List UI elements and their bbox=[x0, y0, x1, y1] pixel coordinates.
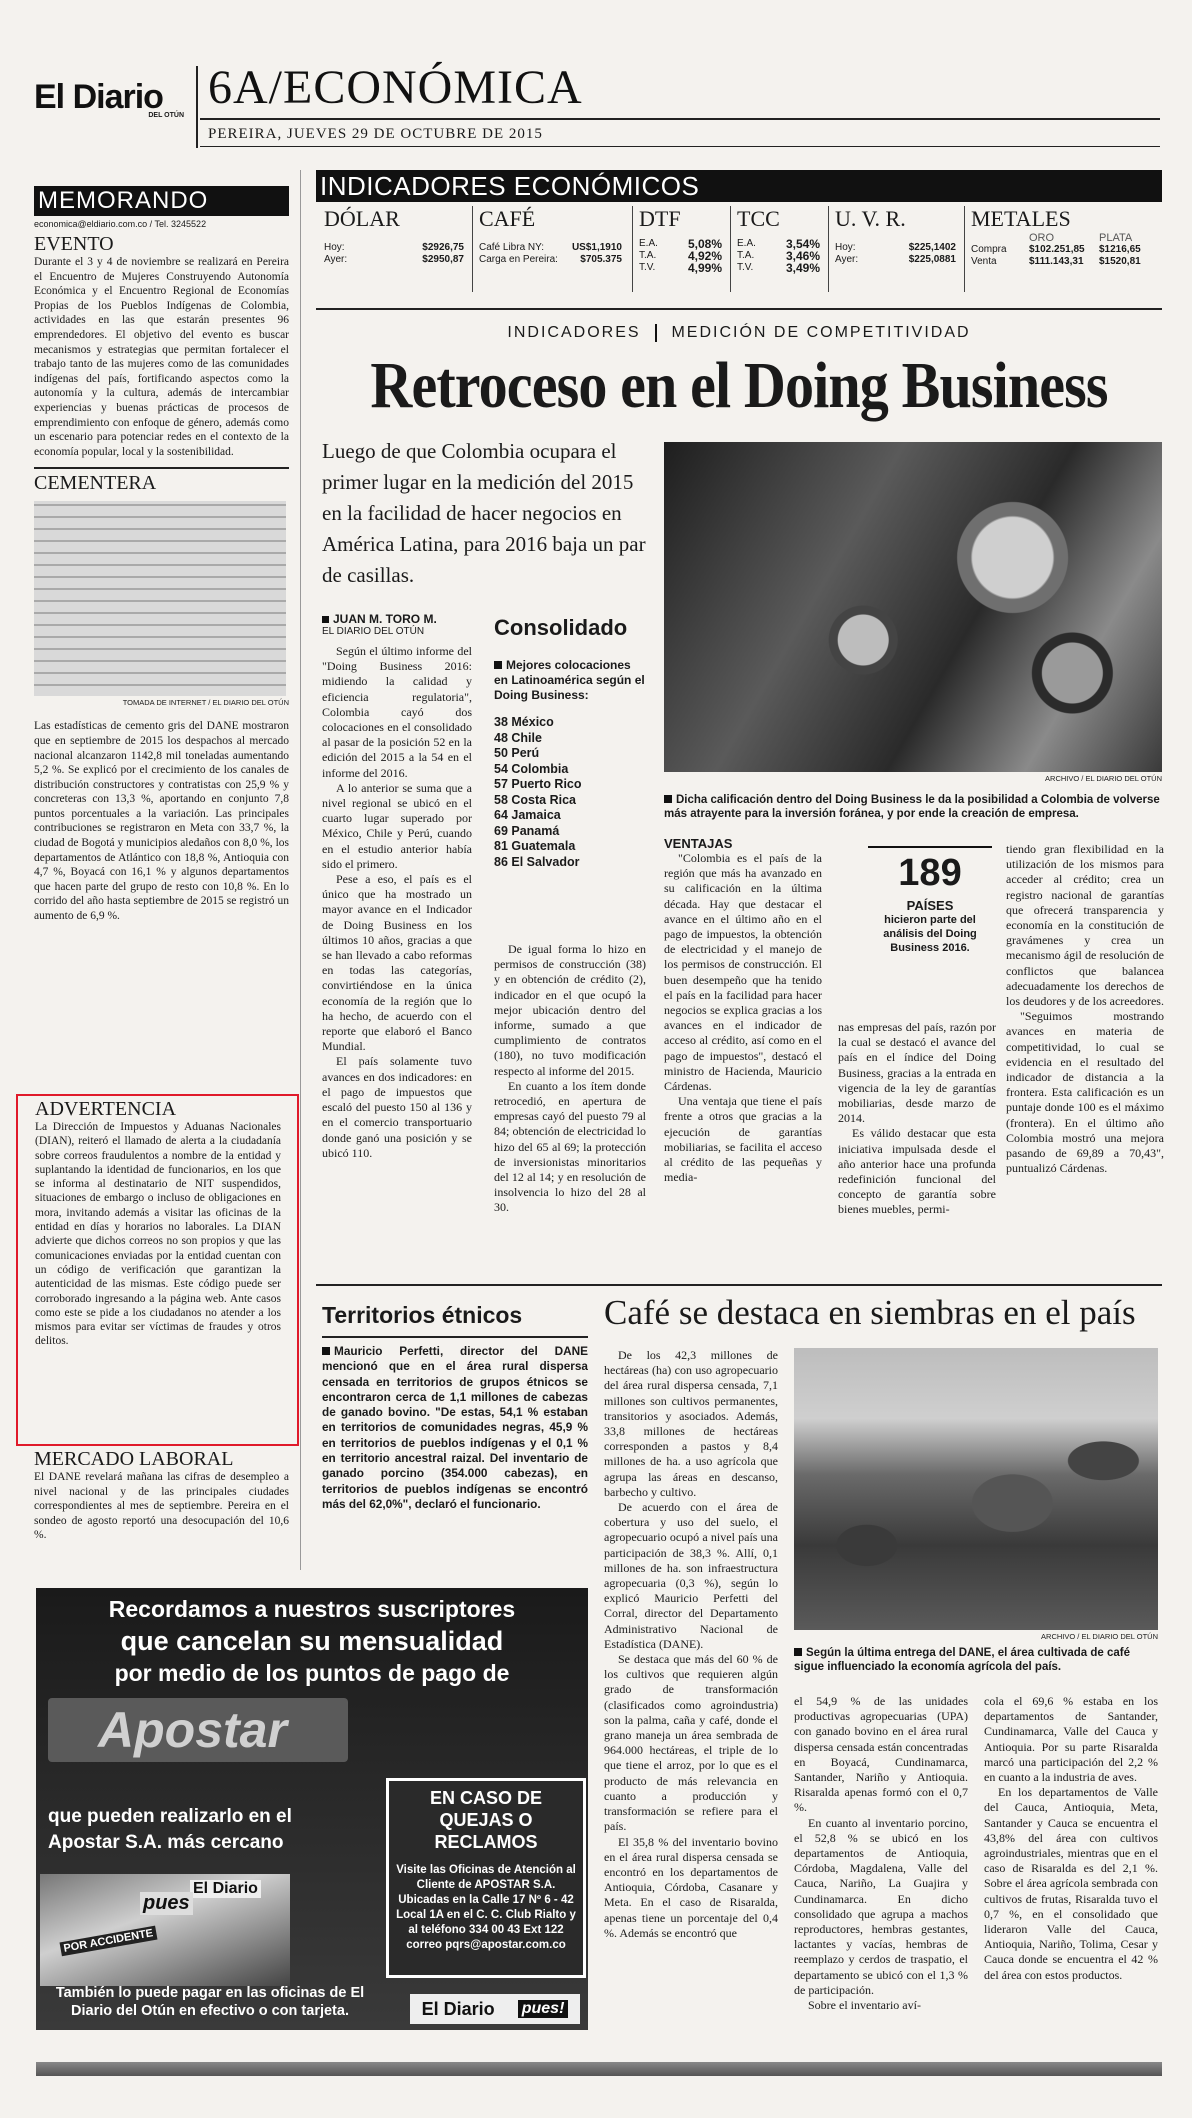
stat-number: 189 bbox=[898, 852, 962, 894]
cafe-ny-label: Café Libra NY: bbox=[479, 242, 545, 253]
metales-header bbox=[971, 232, 1162, 244]
cafe-headline: Café se destaca en siembras en el país bbox=[604, 1293, 1136, 1332]
advertencia-text: La Dirección de Impuestos y Aduanas Nacionales (DIAN), reiteró el llamado de alerta a la ciudadanía sobre correos fraudulentos a nombre de la entidad y suplantando la identidad de funcionarios, en los que se informa al destinatario de NIT suspendidos, situaciones de embargo o incluso de obligaciones en mora, invitando además a visitar las oficinas de la entidad en días y horarios no laborales. La DIAN advierte que dichos correos no son propios y que las comunicaciones enviadas por la entidad cuentan con un código de verificación que garantizan la autenticidad de las mismas. Este código puede ser corroborado ingresando a la página web. Ante casos como este se pide a los ciudadanos no atender a los mismos para evitar ser víctimas de fraudes y otros delitos. bbox=[35, 1121, 281, 1348]
advertencia-title: ADVERTENCIA bbox=[35, 1098, 177, 1120]
main-col4 bbox=[838, 1020, 996, 1218]
stat-desc: hicieron parte del análisis del Doing Business 2016. bbox=[883, 914, 977, 954]
main-col5-p1: tiendo gran flexibilidad en la utilización de los mismos para acceder al crédito; crea un registro nacional de garantías que ofrecerá transparencia y economía en la constitución de gravámenes y crea un mecanismo ágil de resolución de conflictos que balancea adecuadamente los derechos de los deudores y de los acreedores. bbox=[1006, 842, 1164, 1009]
paper-accidente: POR ACCIDENTE bbox=[60, 1926, 158, 1957]
tcc-ta-label: T.A. bbox=[737, 250, 755, 261]
caption-bullet-icon bbox=[664, 795, 672, 803]
territorios-bullet-icon bbox=[322, 1347, 330, 1355]
dateline-rule bbox=[200, 146, 1160, 147]
dolar-yesterday-value: $2950,87 bbox=[422, 254, 464, 265]
consolidado-bullet-icon bbox=[494, 661, 502, 669]
byline-bullet-icon bbox=[322, 616, 329, 623]
territorios-rule bbox=[322, 1336, 588, 1338]
main-col2 bbox=[494, 942, 646, 1216]
dolar-title: DÓLAR bbox=[324, 206, 400, 231]
byline-org: EL DIARIO DEL OTÚN bbox=[322, 626, 425, 637]
newspapers-image bbox=[40, 1874, 290, 1986]
apostar-brand: Apostar bbox=[98, 1702, 287, 1758]
consolidado-sub-text: Mejores colocaciones en Latinoamérica según el Doing Business: bbox=[494, 658, 645, 702]
tcc-tv-label: T.V. bbox=[737, 262, 754, 273]
cafe-block bbox=[472, 206, 622, 292]
ventajas-title: VENTAJAS bbox=[664, 836, 733, 851]
section-title: 6A/ECONÓMICA bbox=[208, 61, 583, 114]
ranking-item: 58 Costa Rica bbox=[494, 792, 576, 807]
uvr-rows bbox=[835, 242, 956, 266]
dtf-tv-value: 4,99% bbox=[687, 261, 722, 275]
kicker-divider bbox=[655, 324, 657, 342]
tcc-ea-label: E.A. bbox=[737, 238, 756, 249]
metales-row-compra bbox=[971, 244, 1162, 256]
uvr-row-today bbox=[835, 242, 956, 254]
cafe-pereira-value: $705.375 bbox=[580, 254, 622, 265]
ad-line2: que cancelan su mensualidad bbox=[120, 1626, 504, 1656]
tcc-tv-value: 3,49% bbox=[785, 261, 820, 275]
mercado-block bbox=[34, 1448, 289, 1543]
ranking-item: 54 Colombia bbox=[494, 761, 569, 776]
uvr-yesterday-label: Ayer: bbox=[835, 254, 859, 265]
evento-title: EVENTO bbox=[34, 233, 114, 255]
main-photo-caption bbox=[664, 793, 1162, 821]
tcc-ta-value: 3,46% bbox=[785, 249, 820, 263]
territorios-text bbox=[322, 1344, 588, 1512]
cafe-row-pereira bbox=[479, 254, 622, 266]
page-bottom-bar bbox=[36, 2062, 1162, 2076]
ranking-item: 81 Guatemala bbox=[494, 839, 576, 853]
dolar-row-today bbox=[324, 242, 464, 254]
cafe-col2-p3: Sobre el inventario aví- bbox=[808, 1998, 921, 2013]
logo-eldiario: El Diario bbox=[421, 1998, 495, 2019]
ranking-item: 38 México bbox=[494, 715, 554, 729]
dtf-ta-label: T.A. bbox=[639, 250, 657, 261]
dolar-block bbox=[324, 206, 464, 266]
header-vertical-divider bbox=[196, 66, 198, 148]
ad-line4: que pueden realizarlo en el bbox=[48, 1806, 292, 1827]
coffee-caption-bullet-icon bbox=[794, 1648, 802, 1656]
dateline: PEREIRA, JUEVES 29 DE OCTUBRE DE 2015 bbox=[208, 126, 543, 142]
uvr-title: U. V. R. bbox=[835, 206, 906, 231]
main-photo bbox=[664, 442, 1162, 772]
main-col1-p1: Según el último informe del "Doing Business 2016: midiendo la calidad y eficiencia regulatoria", Colombia cayó dos colocaciones en el consolidado al pasar de la posición 52 en la edición del 2015 a la 54 en el informe del 2016. bbox=[322, 644, 472, 780]
dtf-block bbox=[632, 206, 722, 292]
left-column-rule bbox=[300, 170, 301, 1570]
coffee-photo-credit: ARCHIVO / EL DIARIO DEL OTÚN bbox=[1041, 1632, 1158, 1641]
main-col1 bbox=[322, 644, 472, 1161]
cementera-text: Las estadísticas de cemento gris del DANE mostraron que en septiembre de 2015 los despachos al mercado nacional alcanzaron 1142,8 mil toneladas aumentando 5,2 %. Se explicó por el crecimiento de los canales de distribución constructores y contratistas con 25,9 % y concreteras con 13,3 %, aportando en conjunto 7,8 puntos porcentuales a la variación. Las principales contribuciones se registraron en Meta con 33,7 %, la ciudad de Bogotá y municipios aledaños con 8,0 %, los departamentos de Atlántico con 18,8 %, Antioquia con 4,7 %, Boyacá con 16,1 % y algunos departamentos que hacen parte del grupo de resto con 10,8 %. En lo corrido del año hasta septiembre de 2015 se registró un aumento de 6,9 %. bbox=[34, 720, 289, 923]
ranking-item: 86 El Salvador bbox=[494, 854, 580, 869]
stat-box bbox=[868, 846, 992, 955]
ranking-item: 64 Jamaica bbox=[494, 808, 561, 822]
territorios-text-body: Mauricio Perfetti, director del DANE mencionó que en el área rural dispersa censada en territorios de grupos étnicos se encontraron cerca de 1,1 millones de cabezas de ganado bovino. "De estas, 54,1 % estaban en territorios de comunidades negras, 45,9 % en territorios de pueblos indígenas y el 0,1 % en territorio ancestral raizal. Del inventario de ganado porcino (354.000 cabezas), en territorios de pueblos indígenas se encontró más del 62,0%", declaró el funcionario. bbox=[322, 1344, 588, 1511]
byline bbox=[322, 612, 462, 637]
mercado-text: El DANE revelará mañana las cifras de desempleo a nivel nacional y de las principales ciudades correspondientes al mes de septiembre. Pereira en el sondeo de agosto reportó una desocupación del 10,6 %. bbox=[34, 1471, 289, 1542]
tcc-row-tv bbox=[737, 262, 820, 274]
advertencia-box bbox=[16, 1094, 299, 1446]
dtf-ta-value: 4,92% bbox=[687, 249, 722, 263]
kicker bbox=[316, 324, 1162, 342]
stat-label: PAÍSES bbox=[906, 898, 954, 913]
main-photo-credit: ARCHIVO / EL DIARIO DEL OTÚN bbox=[1045, 774, 1162, 783]
uvr-block bbox=[828, 206, 956, 292]
dolar-yesterday-label: Ayer: bbox=[324, 254, 348, 265]
metales-title: METALES bbox=[971, 206, 1071, 231]
plata-label: PLATA bbox=[1099, 232, 1133, 244]
consolidado-list bbox=[494, 715, 646, 870]
main-col2-p2: En cuanto a los ítem donde retrocedió, en apertura de empresas cayó del puesto 79 al 84; obtención de electricidad lo hizo del 65 al 69; la protección de inversionistas minoritarios del 12 al 14; y en resolución de insolvencia lo hizo del 28 al 30. bbox=[494, 1078, 646, 1215]
main-photo-caption-text: Dicha calificación dentro del Doing Business le da la posibilidad a Colombia de volverse más atrayente para la inversión foránea, y por ende la creación de empresa. bbox=[664, 794, 1160, 820]
ad-footer: También lo puede pagar en las oficinas de El Diario del Otún en efectivo o con tarjeta. bbox=[55, 1985, 365, 2019]
logo-subtitle: DEL OTÚN bbox=[148, 112, 184, 119]
dtf-title: DTF bbox=[639, 206, 681, 231]
cafe-col1-p2: De acuerdo con el área de cobertura y uso del suelo, el agropecuario ocupó a nivel país una participación de 38,3 %. Allí, 0,1 millones de ha. son infraestructura agropecuaria (0,3 %), según lo explicó Mauricio Perfetti del Corral, director del Departamento Administrativo Nacional de Estadística (DANE). bbox=[604, 1500, 778, 1651]
logo-pues: pues! bbox=[518, 2000, 569, 2018]
main-col3 bbox=[664, 836, 822, 1185]
mercado-title: MERCADO LABORAL bbox=[34, 1448, 234, 1470]
uvr-row-yesterday bbox=[835, 254, 956, 266]
memo-title: MEMORANDO bbox=[34, 186, 289, 216]
main-col1-p3: Pese a eso, el país es el único que ha mostrado un mayor avance en el Indicador de Doing Business en los últimos 10 años, gracias a que se han llevado a cabo reformas en todas las categorías, convirtiéndose en la única economía de la región que lo ha hecho, de acuerdo con el reporte que elaboró el Banco Mundial. bbox=[322, 872, 472, 1054]
logo-text: El Diario bbox=[34, 78, 163, 116]
metales-row-venta bbox=[971, 256, 1162, 268]
main-col4-p1: nas empresas del país, razón por la cual se destacó el avance del país en el índice del Doing Business, gracias a la entrada en vigencia de la ley de garantías mobiliarias, desde marzo de 2014. bbox=[838, 1020, 996, 1126]
ranking-item: 50 Perú bbox=[494, 746, 540, 760]
compra-label: Compra bbox=[971, 244, 1007, 255]
tcc-rows bbox=[737, 238, 820, 274]
main-col1-p4: El país solamente tuvo avances en dos indicadores: en el pago de impuestos que escaló del puesto 150 al 136 y en el comercio transportuario donde ganó una posición y se ubicó 110. bbox=[322, 1054, 472, 1160]
masthead-logo bbox=[34, 78, 184, 124]
dolar-rows bbox=[324, 242, 464, 266]
dtf-rows bbox=[639, 238, 722, 274]
ranking-item: 48 Chile bbox=[494, 730, 542, 745]
cafe-pereira-label: Carga en Pereira: bbox=[479, 254, 558, 265]
evento-text: Durante el 3 y 4 de noviembre se realizará en Pereira el Encuentro de Mujeres Construyendo Autonomía Económica y el Encuentro Regional de Economías Propias de los Pueblos Indígenas de Colombia, actividades en las que estarán presentes 96 emprendedores. El objetivo del evento es buscar mecanismos y estrategias que permitan fortalecer el trabajo tanto de las mujeres como de las comunidades indígenas del país, fortificando aspectos como la autonomía y la cultura, además de intercambiar experiencias y buenas prácticas de procesos de emprendimiento con enfoque de género, además como un escenario para potenciar redes en el contexto de la economía popular, local y la sostenibilidad. bbox=[34, 256, 289, 458]
indicators-title: INDICADORES ECONÓMICOS bbox=[316, 170, 1162, 202]
main-col3-text bbox=[664, 851, 822, 1185]
apostar-logo bbox=[48, 1698, 348, 1762]
metales-rows bbox=[971, 244, 1162, 268]
uvr-yesterday-value: $225,0881 bbox=[908, 254, 956, 265]
ad-line1: Recordamos a nuestros suscriptores bbox=[108, 1596, 516, 1622]
main-col1-p2: A lo anterior se suma que a nivel regional se ubicó en el cuarto lugar superado por México, Chile y Perú, cuando en el estudio anterior había sido el primero. bbox=[322, 780, 472, 871]
cafe-col3-p1: cola el 69,6 % estaba en los departamentos de Santander, Cundinamarca, Valle del Cauca y Antioquia. Por su parte Risaralda marcó una participación del 2,2 % en cuanto a la industria de aves. bbox=[984, 1694, 1158, 1785]
territorios-box bbox=[322, 1300, 588, 1512]
main-col2-p1: De igual forma lo hizo en permisos de construcción (38) y en obtención de crédito (2), indicador en el que ocupó la mejor ubicación dentro del informe, sumado a que cumplimiento de contratos (180), no tuvo modificación respecto al informe del 2015. bbox=[494, 942, 646, 1078]
main-col4-p2: Es válido destacar que esta iniciativa impulsada desde el año anterior hace una profunda redefinición funcional del concepto de garantía sobre bienes muebles, permi- bbox=[838, 1126, 996, 1217]
ad-logos bbox=[410, 1994, 580, 2024]
paper-eldiario: El Diario bbox=[190, 1880, 261, 1898]
compra-oro: $102.251,85 bbox=[1029, 244, 1085, 255]
memo-contact: economica@eldiario.com.co / Tel. 3245522 bbox=[34, 219, 207, 229]
paper-pues: pues bbox=[140, 1892, 193, 1915]
dolar-today-value: $2926,75 bbox=[422, 242, 464, 253]
kicker-right: MEDICIÓN DE COMPETITIVIDAD bbox=[671, 324, 971, 342]
kicker-left: INDICADORES bbox=[507, 324, 641, 342]
cafe-col1-p4: El 35,8 % del inventario bovino en el área rural dispersa censada se encontró en los departamentos de Antioquia, Córdoba, Casanare y Meta. En el caso de Risaralda, apenas tiene un porcentaje del 0,4 %. Además se encontró que bbox=[604, 1834, 778, 1940]
main-article-bottom-rule bbox=[316, 1284, 1162, 1286]
indicators-bottom-rule bbox=[316, 308, 1162, 310]
cafe-col2-p1: el 54,9 % de las unidades productivas agropecuarias (UPA) con ganado bovino en el área rural dispersa censada están concentradas en Boyacá, Cundinamarca, Santander, Nariño y Antioquia. Risaralda apenas formó con el 0,7 %. bbox=[794, 1694, 968, 1815]
main-lead: Luego de que Colombia ocupara el primer lugar en la medición del 2015 en la facilidad de hacer negocios en América Latina, para 2016 baja un par de casillas. bbox=[322, 439, 646, 587]
dtf-tv-label: T.V. bbox=[639, 262, 656, 273]
indicators-panel bbox=[316, 206, 1162, 302]
cafe-col1 bbox=[604, 1348, 778, 1941]
dtf-ea-value: 5,08% bbox=[687, 237, 722, 251]
cafe-title: CAFÉ bbox=[479, 206, 536, 231]
cafe-col3 bbox=[984, 1694, 1158, 1983]
ad-line5: Apostar S.A. más cercano bbox=[48, 1832, 284, 1853]
metales-block bbox=[964, 206, 1162, 292]
dtf-ea-label: E.A. bbox=[639, 238, 658, 249]
quejas-box bbox=[386, 1778, 586, 1978]
quejas-title: EN CASO DE QUEJAS O RECLAMOS bbox=[429, 1788, 543, 1852]
venta-label: Venta bbox=[971, 256, 997, 267]
cafe-rows bbox=[479, 242, 622, 266]
header-rule bbox=[200, 118, 1160, 120]
cement-photo bbox=[34, 501, 286, 696]
cafe-col3-p2: En los departamentos de Valle del Cauca, Antioquia, Meta, Santander y Cauca se encuentra el 43,8% del área con cultivos agroindustriales, mientras que en el caso de Risaralda es del 2,1 %. Sobre el área agrícola sembrada con cultivos de frutas, Risaralda tuvo el 0,7 %, en el consolidado que lideraron Valle del Cauca, Antioquia, Nariño, Tolima, Cesar y Cauca donde se encuentra el 42 % del área con estos productos. bbox=[984, 1785, 1158, 1982]
consolidado-box bbox=[494, 614, 646, 870]
memo-column bbox=[34, 186, 289, 924]
venta-oro: $111.143,31 bbox=[1029, 256, 1084, 267]
uvr-today-label: Hoy: bbox=[835, 242, 856, 253]
consolidado-sub bbox=[494, 658, 646, 703]
oro-label: ORO bbox=[1029, 232, 1055, 244]
ranking-item: 69 Panamá bbox=[494, 823, 560, 838]
tcc-ea-value: 3,54% bbox=[785, 237, 820, 251]
ranking-item: 57 Puerto Rico bbox=[494, 777, 582, 791]
main-col3-p2: Una ventaja que tiene el país frente a otros que gracias a la ejecución de garantías mobiliarias, se facilita el acceso al crédito de las pequeñas y media- bbox=[664, 1094, 822, 1185]
byline-author-text: JUAN M. TORO M. bbox=[333, 612, 437, 626]
cafe-col1-p3: Se destaca que más del 60 % de los cultivos que requieren algún grado de transformación (clasificados como agroindustria) son la palma, caña y café, donde el grano maneja un área sembrada de 964.000 hectáreas, el triple de lo que tiene el arroz, por lo que es el producto de más relevancia en cuanto a producción y transformación se refiere para el país. bbox=[604, 1652, 778, 1834]
coffee-photo-caption bbox=[794, 1646, 1158, 1674]
main-col5 bbox=[1006, 842, 1164, 1176]
coffee-photo-caption-text: Según la última entrega del DANE, el área cultivada de café sigue influenciado la economía agrícola del país. bbox=[794, 1647, 1131, 1673]
cafe-row-ny bbox=[479, 242, 622, 254]
coffee-photo bbox=[794, 1348, 1158, 1630]
cafe-col2-p2: En cuanto al inventario porcino, el 52,8 % se ubicó en los departamentos de Antioquia, Córdoba, Magdalena, Valle del Cauca, Nariño, La Guajira y Cundinamarca. En dicho consolidado que agrupa a machos reproductores, hembras gestantes, lactantes y vacías, hembras de reemplazo y cerdos de traspatio, el departamento se ubicó con el 1,3 % de participación. bbox=[794, 1815, 968, 1997]
byline-author bbox=[322, 612, 462, 626]
dtf-row-tv bbox=[639, 262, 722, 274]
tcc-title: TCC bbox=[737, 206, 780, 231]
main-headline: Retroceso en el Doing Business bbox=[370, 349, 1108, 422]
compra-plata: $1216,65 bbox=[1099, 244, 1141, 255]
tcc-block bbox=[730, 206, 820, 292]
territorios-title: Territorios étnicos bbox=[322, 1302, 523, 1328]
cafe-ny-value: US$1,1910 bbox=[571, 242, 622, 253]
main-col3-p1: "Colombia es el país de la región que más ha avanzado en su calificación en la última década. Hay que destacar el avance en el último año en el pago de impuestos, la obtención de electricidad y el manejo de los permisos de construcción. El buen desempeño que ha tenido el país en la facilidad para hacer negocios se explica gracias a los avances en el indicador de acceso al crédito, así como en el pago de impuestos", destacó el ministro de Hacienda, Mauricio Cárdenas. bbox=[664, 851, 822, 1094]
cementera-title: CEMENTERA bbox=[34, 467, 289, 495]
ad-line3: por medio de los puntos de pago de bbox=[114, 1660, 510, 1686]
consolidado-title: Consolidado bbox=[494, 615, 628, 640]
uvr-today-value: $225,1402 bbox=[908, 242, 956, 253]
cafe-col1-p1: De los 42,3 millones de hectáreas (ha) con uso agropecuario del área rural dispersa censada, 7,1 millones son cultivos permanentes, transitorios y asociados. Además, 33,8 millones de hectáreas corresponden a pastos y 8,4 millones de ha. a uso agrícola que agrupa las áreas en descanso, barbecho y cultivo. bbox=[604, 1348, 778, 1499]
quejas-text: Visite las Oficinas de Atención al Cliente de APOSTAR S.A. Ubicadas en la Calle 17 Nº 6 - 42 Local 1A en el C. C. Club Rialto y al teléfono 334 00 43 Ext 122 correo pqrs@apostar.com.co bbox=[396, 1864, 576, 1951]
cement-photo-credit: TOMADA DE INTERNET / EL DIARIO DEL OTÚN bbox=[122, 698, 289, 708]
dolar-row-yesterday bbox=[324, 254, 464, 266]
dolar-today-label: Hoy: bbox=[324, 242, 345, 253]
apostar-ad[interactable] bbox=[36, 1588, 588, 2030]
main-col5-p2: "Seguimos mostrando avances en materia de competitividad, lo cual se evidencia en el resultado del indicador de distancia a la frontera. Esta calificación es un puntaje donde 100 es el máximo (frontera). En el último año Colombia mostró una mejora pasando de 69,89 a 70,43", puntualizó Cárdenas. bbox=[1006, 1009, 1164, 1176]
cafe-col2 bbox=[794, 1694, 968, 2013]
venta-plata: $1520,81 bbox=[1099, 256, 1141, 267]
